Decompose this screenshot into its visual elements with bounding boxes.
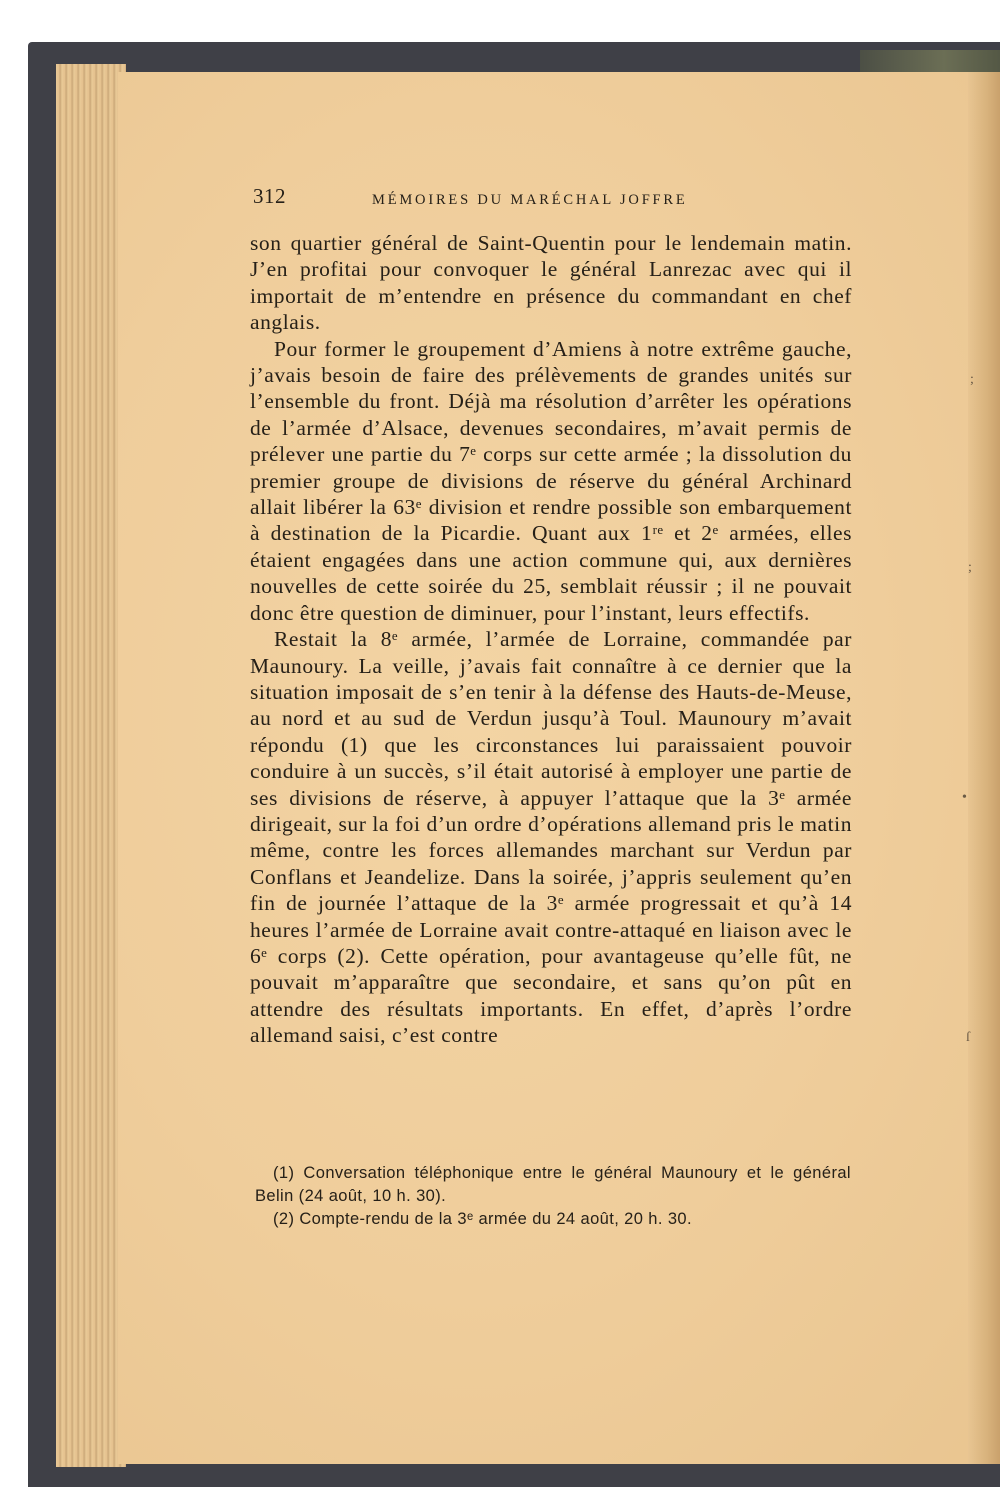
page-stack-edges [56,64,126,1467]
page-gutter [968,72,1000,1464]
footnote: (1) Conversation téléphonique entre le général Maunoury et le général Belin (24 août, 10 h. 30). [255,1164,851,1205]
footnotes [255,1162,851,1231]
page-number: 312 [253,184,286,208]
margin-mark: ſ [966,1030,970,1045]
paragraph: son quartier général de Saint-Quentin pour le lendemain matin. J’en profitai pour convoquer le général Lanrezac avec qui il importait de m’entendre en présence du commandant en chef anglais. [250,231,852,335]
margin-mark: ; [970,372,974,387]
margin-mark: ; [968,560,972,575]
page-text-block [250,182,852,1049]
margin-mark: • [962,790,967,805]
page-header [250,182,852,218]
body-text [250,230,852,1049]
paragraph: Restait la 8ᵉ armée, l’armée de Lorraine, commandée par Maunoury. La veille, j’avais fait connaître à ce dernier que la situation imposait de s’en tenir à la défense des Hauts-de-Meuse, au nord et au sud de Verdun jusqu’à Toul. Maunoury m’avait répondu (1) que les circonstances lui paraissaient pouvoir conduire à un succès, s’il était autorisé à employer une partie de ses divisions de réserve, à appuyer l’attaque que la 3ᵉ armée dirigeait, sur la foi d’un ordre d’opérations allemand pris le matin même, contre les forces allemandes marchant sur Verdun par Conflans et Jeandelize. Dans la soirée, j’appris seulement qu’en fin de journée l’attaque de la 3ᵉ armée progressait et qu’à 14 heures l’armée de Lorraine avait contre-attaqué en liaison avec le 6ᵉ corps (2). Cette opération, pour avantageuse qu’elle fût, ne pouvait m’apparaître que secondaire, et sans qu’on pût en attendre des résultats importants. En effet, d’après l’ordre allemand saisi, c’est contre [250,627,852,1048]
cover-edge-strip [860,50,1000,72]
footnote: (2) Compte-rendu de la 3ᵉ armée du 24 août, 20 h. 30. [273,1210,692,1228]
running-title: MÉMOIRES DU MARÉCHAL JOFFRE [372,192,688,208]
paragraph: Pour former le groupement d’Amiens à notre extrême gauche, j’avais besoin de faire des prélèvements de grandes unités sur l’ensemble du front. Déjà ma résolution d’arrêter les opérations de l’armée d’Alsace, devenues secondaires, m’avait permis de prélever une partie du 7ᵉ corps sur cette armée ; la dissolution du premier groupe de divisions de réserve du général Archinard allait libérer la 63ᵉ division et rendre possible son embarquement à destination de la Picardie. Quant aux 1ʳᵉ et 2ᵉ armées, elles étaient engagées dans une action commune qui, aux dernières nouvelles de cette soirée du 25, semblait réussir ; il ne pouvait donc être question de diminuer, pour l’instant, leurs effectifs. [250,336,852,625]
